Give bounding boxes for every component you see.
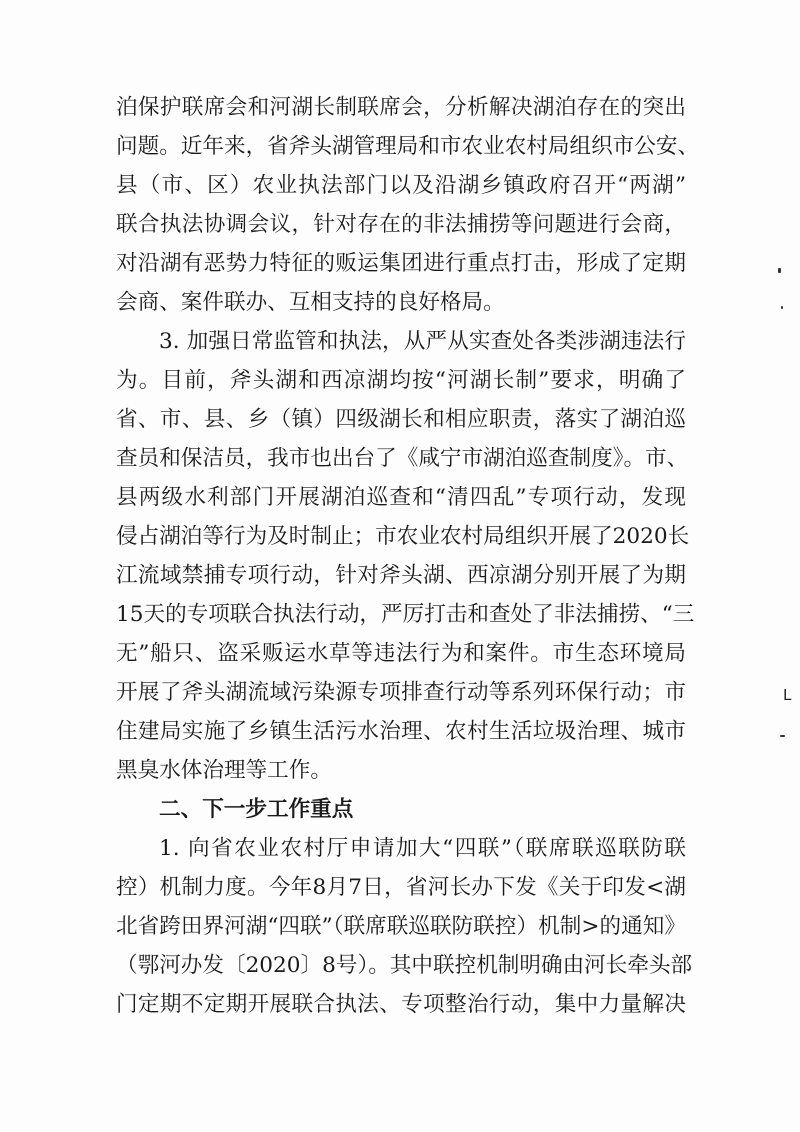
text-line: 泊保护联席会和河湖长制联席会，分析解决湖泊存在的突出 [116, 95, 686, 120]
text-line: 控）机制力度。今年8月7日，省河长办下发《关于印发<湖 [116, 875, 686, 900]
text-line: 为。目前，斧头湖和西凉湖均按“河湖长制”要求，明确了 [116, 368, 686, 393]
text-line: 省、市、县、乡（镇）四级湖长和相应职责，落实了湖泊巡 [116, 407, 686, 432]
paragraph [116, 829, 693, 1024]
text-line: 住建局实施了乡镇生活污水治理、农村生活垃圾治理、城市 [116, 719, 686, 744]
text-line: 会商、案件联办、互相支持的良好格局。 [116, 290, 505, 315]
text-line: 1. 向省农业农村厅申请加大“四联”（联席联巡联防联 [159, 836, 686, 861]
text-line: 开展了斧头湖流域污染源专项排查行动等系列环保行动；市 [116, 680, 686, 705]
text-line: 门定期不定期开展联合执法、专项整治行动，集中力量解决 [116, 992, 686, 1017]
margin-mark: L [783, 686, 792, 704]
scan-speck [780, 735, 785, 737]
text-line: 县（市、区）农业执法部门以及沿湖乡镇政府召开“两湖” [116, 173, 686, 198]
text-line: 15天的专项联合执法行动，严厉打击和查处了非法捕捞、“三 [116, 602, 695, 627]
section-heading: 二、下一步工作重点 [159, 797, 354, 822]
text-line: 对沿湖有恶势力特征的贩运集团进行重点打击，形成了定期 [116, 251, 686, 276]
scan-speck [778, 268, 781, 273]
scan-speck [781, 306, 783, 309]
document-body [116, 88, 700, 1024]
text-line: 查员和保洁员，我市也出台了《咸宁市湖泊巡查制度》。市、 [116, 446, 689, 471]
text-line: 江流域禁捕专项行动，针对斧头湖、西凉湖分别开展了为期 [116, 563, 686, 588]
text-line: 联合执法协调会议，针对存在的非法捕捞等问题进行会商， [116, 212, 686, 237]
text-line: 北省跨田界河湖“四联”（联席联巡联防联控）机制>的通知》 [116, 914, 686, 939]
text-line: 无”船只、盗采贩运水草等违法行为和案件。市生态环境局 [116, 641, 686, 666]
text-line: 问题。近年来，省斧头湖管理局和市农业农村局组织市公安、 [116, 134, 700, 159]
text-line: 县两级水利部门开展湖泊巡查和“清四乱”专项行动，发现 [116, 485, 686, 510]
text-line: 侵占湖泊等行为及时制止；市农业农村局组织开展了2020长 [116, 524, 690, 549]
paragraph [116, 88, 700, 322]
text-line: 3. 加强日常监管和执法，从严从实查处各类涉湖违法行 [159, 329, 686, 354]
paragraph [116, 322, 695, 790]
text-line: 黑臭水体治理等工作。 [116, 758, 332, 783]
text-line: （鄂河办发〔2020〕8号）。其中联控机制明确由河长牵头部 [116, 953, 693, 978]
